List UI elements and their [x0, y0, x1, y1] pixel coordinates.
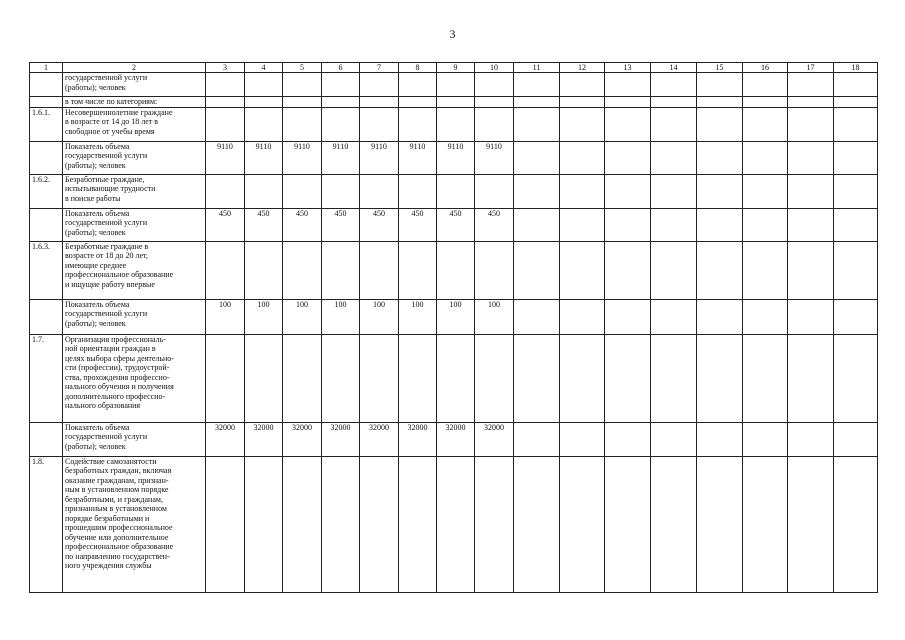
- value-cell: [283, 73, 322, 97]
- row-description: государственной услуги (работы); человек: [63, 73, 206, 97]
- row-description: Показатель объема государственной услуги (работы); человек: [63, 299, 206, 334]
- row-description: Безработные граждане в возрасте от 18 до 20 лет, имеющие среднее профессиональное образование и ищущие работу впервые: [63, 241, 206, 299]
- row-code: [30, 208, 63, 241]
- table-row: [30, 174, 878, 208]
- value-cell: [834, 208, 878, 241]
- value-cell: [834, 73, 878, 97]
- value-cell: [283, 241, 322, 299]
- table-row: [30, 456, 878, 592]
- value-cell: 100: [437, 299, 475, 334]
- value-cell: [651, 141, 697, 174]
- value-cell: [697, 107, 743, 141]
- value-cell: [560, 107, 605, 141]
- value-cell: [651, 174, 697, 208]
- row-description: Несовершеннолетние граждане в возрасте от 14 до 18 лет в свободное от учебы время: [63, 107, 206, 141]
- value-cell: [206, 97, 245, 108]
- value-cell: [651, 299, 697, 334]
- value-cell: [322, 107, 360, 141]
- value-cell: [475, 334, 514, 422]
- value-cell: 100: [245, 299, 283, 334]
- value-cell: [399, 97, 437, 108]
- value-cell: [206, 241, 245, 299]
- row-description: Показатель объема государственной услуги (работы); человек: [63, 141, 206, 174]
- value-cell: [651, 97, 697, 108]
- value-cell: [560, 456, 605, 592]
- value-cell: [560, 208, 605, 241]
- value-cell: [605, 241, 651, 299]
- value-cell: [788, 456, 834, 592]
- value-cell: 9110: [437, 141, 475, 174]
- value-cell: 100: [322, 299, 360, 334]
- value-cell: [322, 97, 360, 108]
- value-cell: [514, 299, 560, 334]
- value-cell: [437, 241, 475, 299]
- value-cell: [697, 141, 743, 174]
- value-cell: 9110: [360, 141, 399, 174]
- value-cell: [651, 208, 697, 241]
- value-cell: 32000: [283, 422, 322, 456]
- value-cell: [245, 334, 283, 422]
- value-cell: [697, 334, 743, 422]
- table-body: [30, 73, 878, 593]
- column-header-3: 3: [206, 63, 245, 73]
- value-cell: [437, 456, 475, 592]
- value-cell: [834, 334, 878, 422]
- value-cell: [514, 422, 560, 456]
- value-cell: [834, 141, 878, 174]
- row-description: Безработные граждане, испытывающие трудности в поиске работы: [63, 174, 206, 208]
- value-cell: 9110: [206, 141, 245, 174]
- value-cell: 100: [283, 299, 322, 334]
- value-cell: 450: [475, 208, 514, 241]
- value-cell: 450: [322, 208, 360, 241]
- row-description: Содействие самозанятости безработных граждан, включая оказание гражданам, признан- ным в установленном порядке безработными, и гражданам, признанным в установленном порядке безработными и прошедшим профессиональное обучение или дополнительное профессиональное образование по направлению государствен- ного учреждения службы: [63, 456, 206, 592]
- value-cell: [399, 107, 437, 141]
- value-cell: [788, 422, 834, 456]
- value-cell: [437, 73, 475, 97]
- value-cell: [399, 174, 437, 208]
- column-header-6: 6: [322, 63, 360, 73]
- row-code: 1.6.1.: [30, 107, 63, 141]
- table-row: [30, 141, 878, 174]
- column-header-11: 11: [514, 63, 560, 73]
- value-cell: [437, 107, 475, 141]
- value-cell: [360, 73, 399, 97]
- value-cell: [245, 456, 283, 592]
- value-cell: [475, 174, 514, 208]
- table-header: [30, 63, 878, 73]
- value-cell: [788, 241, 834, 299]
- value-cell: [788, 334, 834, 422]
- table-row: [30, 97, 878, 108]
- value-cell: 32000: [475, 422, 514, 456]
- value-cell: 9110: [283, 141, 322, 174]
- table-row: [30, 73, 878, 97]
- column-header-8: 8: [399, 63, 437, 73]
- column-header-17: 17: [788, 63, 834, 73]
- value-cell: [399, 73, 437, 97]
- table-row: [30, 422, 878, 456]
- row-code: [30, 422, 63, 456]
- value-cell: [360, 97, 399, 108]
- column-header-13: 13: [605, 63, 651, 73]
- data-table: [29, 62, 878, 593]
- value-cell: [437, 97, 475, 108]
- row-code: [30, 97, 63, 108]
- table-row: [30, 241, 878, 299]
- value-cell: [245, 73, 283, 97]
- value-cell: [651, 456, 697, 592]
- value-cell: [834, 97, 878, 108]
- value-cell: [360, 107, 399, 141]
- value-cell: 9110: [399, 141, 437, 174]
- value-cell: [283, 107, 322, 141]
- column-header-14: 14: [651, 63, 697, 73]
- value-cell: [697, 299, 743, 334]
- value-cell: 32000: [437, 422, 475, 456]
- value-cell: [697, 174, 743, 208]
- value-cell: [605, 208, 651, 241]
- value-cell: [697, 456, 743, 592]
- value-cell: [283, 456, 322, 592]
- value-cell: [560, 174, 605, 208]
- value-cell: [514, 141, 560, 174]
- value-cell: [514, 174, 560, 208]
- value-cell: [697, 73, 743, 97]
- value-cell: [743, 241, 788, 299]
- value-cell: [560, 73, 605, 97]
- column-header-12: 12: [560, 63, 605, 73]
- value-cell: 100: [360, 299, 399, 334]
- value-cell: [788, 174, 834, 208]
- value-cell: [788, 97, 834, 108]
- value-cell: [651, 422, 697, 456]
- value-cell: [475, 456, 514, 592]
- value-cell: 100: [475, 299, 514, 334]
- value-cell: [834, 299, 878, 334]
- value-cell: 32000: [399, 422, 437, 456]
- value-cell: 9110: [245, 141, 283, 174]
- value-cell: [245, 174, 283, 208]
- value-cell: [605, 422, 651, 456]
- value-cell: [560, 299, 605, 334]
- value-cell: [360, 334, 399, 422]
- value-cell: 100: [206, 299, 245, 334]
- value-cell: [697, 422, 743, 456]
- value-cell: [834, 456, 878, 592]
- value-cell: [206, 334, 245, 422]
- value-cell: [605, 174, 651, 208]
- row-description: Показатель объема государственной услуги (работы); человек: [63, 422, 206, 456]
- value-cell: [743, 299, 788, 334]
- value-cell: [206, 73, 245, 97]
- value-cell: 450: [360, 208, 399, 241]
- value-cell: [399, 334, 437, 422]
- value-cell: [514, 97, 560, 108]
- table-row: [30, 334, 878, 422]
- value-cell: [605, 141, 651, 174]
- value-cell: 450: [437, 208, 475, 241]
- value-cell: [514, 334, 560, 422]
- column-header-9: 9: [437, 63, 475, 73]
- table-row: [30, 107, 878, 141]
- column-header-2: 2: [63, 63, 206, 73]
- value-cell: [514, 456, 560, 592]
- row-description: Организация профессиональ- ной ориентации граждан в целях выбора сферы деятельно- сти (профессии), трудоустрой- ства, прохождения профессио- нального обучения и получения дополнительного профессио- нального образования: [63, 334, 206, 422]
- value-cell: 32000: [360, 422, 399, 456]
- row-code: [30, 299, 63, 334]
- column-header-4: 4: [245, 63, 283, 73]
- value-cell: [788, 299, 834, 334]
- row-code: [30, 141, 63, 174]
- value-cell: 32000: [322, 422, 360, 456]
- row-code: 1.7.: [30, 334, 63, 422]
- value-cell: 100: [399, 299, 437, 334]
- value-cell: [360, 174, 399, 208]
- value-cell: [560, 422, 605, 456]
- value-cell: [605, 334, 651, 422]
- row-code: [30, 73, 63, 97]
- column-header-16: 16: [743, 63, 788, 73]
- column-header-15: 15: [697, 63, 743, 73]
- value-cell: [360, 241, 399, 299]
- value-cell: [560, 97, 605, 108]
- row-description: в том числе по категориям:: [63, 97, 206, 108]
- value-cell: [514, 208, 560, 241]
- value-cell: [743, 107, 788, 141]
- value-cell: [399, 241, 437, 299]
- column-header-7: 7: [360, 63, 399, 73]
- value-cell: [322, 456, 360, 592]
- value-cell: [514, 107, 560, 141]
- value-cell: [697, 241, 743, 299]
- value-cell: [475, 241, 514, 299]
- value-cell: 32000: [245, 422, 283, 456]
- value-cell: [788, 208, 834, 241]
- value-cell: [651, 241, 697, 299]
- value-cell: [605, 107, 651, 141]
- value-cell: [697, 97, 743, 108]
- value-cell: [743, 174, 788, 208]
- value-cell: [245, 241, 283, 299]
- value-cell: [651, 107, 697, 141]
- value-cell: [322, 334, 360, 422]
- value-cell: [743, 456, 788, 592]
- value-cell: [743, 73, 788, 97]
- value-cell: [605, 299, 651, 334]
- value-cell: [437, 174, 475, 208]
- value-cell: [560, 241, 605, 299]
- value-cell: [206, 174, 245, 208]
- row-code: 1.6.2.: [30, 174, 63, 208]
- value-cell: [245, 107, 283, 141]
- value-cell: [206, 107, 245, 141]
- column-header-5: 5: [283, 63, 322, 73]
- value-cell: [283, 97, 322, 108]
- value-cell: [743, 97, 788, 108]
- row-code: 1.6.3.: [30, 241, 63, 299]
- value-cell: [788, 73, 834, 97]
- column-header-18: 18: [834, 63, 878, 73]
- value-cell: [560, 141, 605, 174]
- value-cell: 9110: [322, 141, 360, 174]
- value-cell: 450: [245, 208, 283, 241]
- value-cell: [697, 208, 743, 241]
- value-cell: 450: [399, 208, 437, 241]
- value-cell: [743, 334, 788, 422]
- value-cell: [322, 241, 360, 299]
- value-cell: 9110: [475, 141, 514, 174]
- value-cell: [437, 334, 475, 422]
- value-cell: [834, 422, 878, 456]
- value-cell: [605, 456, 651, 592]
- page-number: 3: [449, 27, 456, 41]
- row-code: 1.8.: [30, 456, 63, 592]
- value-cell: [283, 334, 322, 422]
- value-cell: [743, 208, 788, 241]
- value-cell: [475, 73, 514, 97]
- value-cell: [743, 141, 788, 174]
- row-description: Показатель объема государственной услуги (работы); человек: [63, 208, 206, 241]
- column-header-1: 1: [30, 63, 63, 73]
- value-cell: [834, 174, 878, 208]
- value-cell: [322, 73, 360, 97]
- value-cell: [514, 241, 560, 299]
- value-cell: 32000: [206, 422, 245, 456]
- value-cell: [605, 73, 651, 97]
- value-cell: [788, 107, 834, 141]
- value-cell: [834, 107, 878, 141]
- value-cell: [788, 141, 834, 174]
- table-row: [30, 208, 878, 241]
- value-cell: [399, 456, 437, 592]
- column-header-10: 10: [475, 63, 514, 73]
- value-cell: 450: [283, 208, 322, 241]
- value-cell: [514, 73, 560, 97]
- value-cell: [283, 174, 322, 208]
- value-cell: [651, 73, 697, 97]
- value-cell: [245, 97, 283, 108]
- value-cell: [206, 456, 245, 592]
- value-cell: [605, 97, 651, 108]
- value-cell: [834, 241, 878, 299]
- table-row: [30, 299, 878, 334]
- value-cell: 450: [206, 208, 245, 241]
- value-cell: [743, 422, 788, 456]
- value-cell: [651, 334, 697, 422]
- value-cell: [322, 174, 360, 208]
- value-cell: [560, 334, 605, 422]
- value-cell: [475, 97, 514, 108]
- value-cell: [475, 107, 514, 141]
- value-cell: [360, 456, 399, 592]
